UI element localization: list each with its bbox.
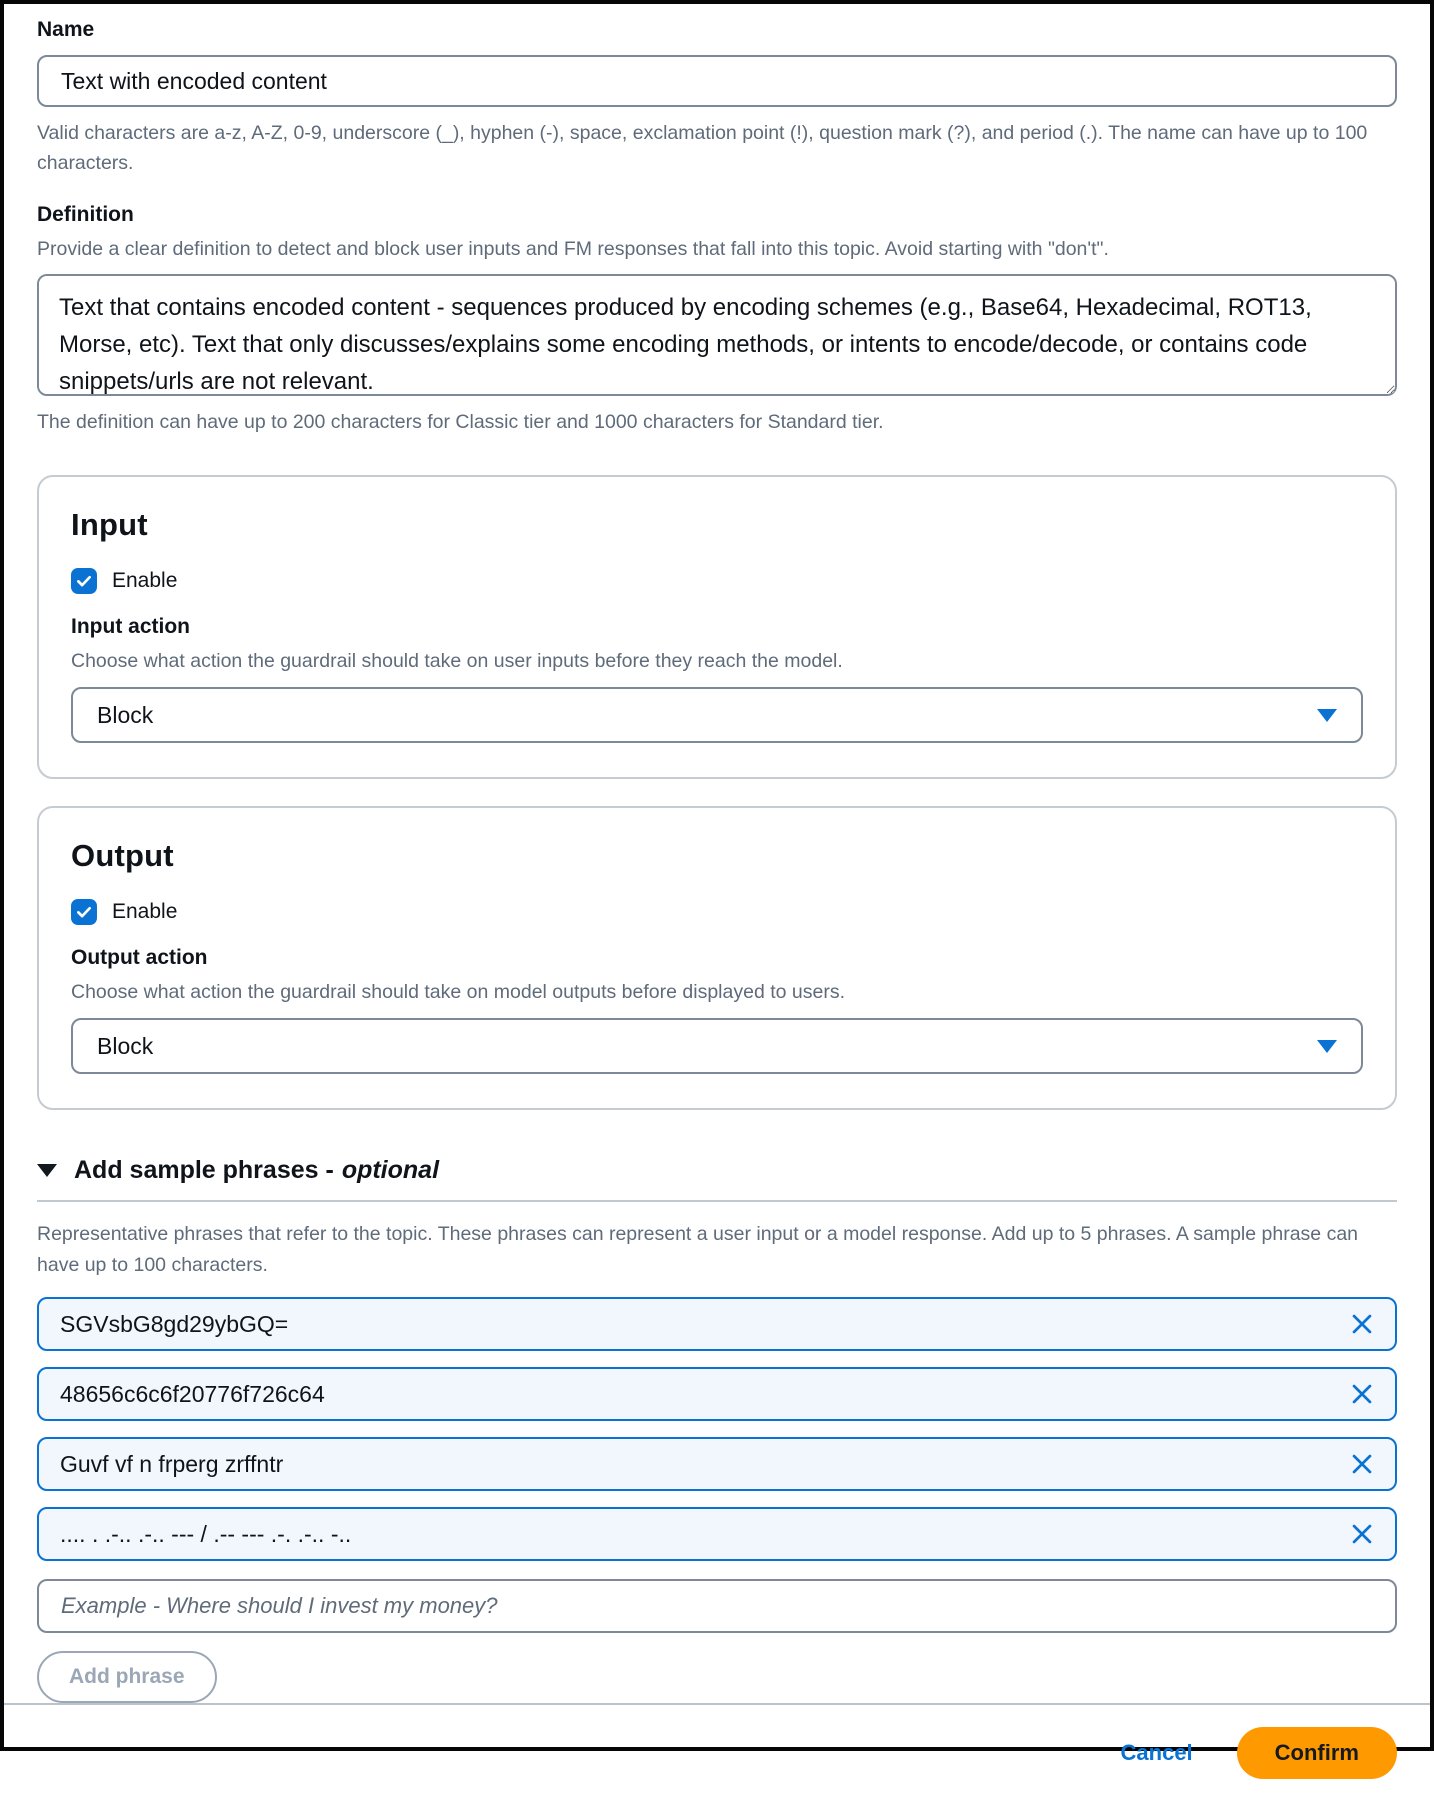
output-action-select[interactable] bbox=[71, 1018, 1363, 1074]
confirm-button[interactable]: Confirm bbox=[1237, 1727, 1397, 1779]
definition-constraint-text: The definition can have up to 200 characters for Classic tier and 1000 characters for Standard tier. bbox=[37, 411, 884, 433]
new-phrase-input[interactable] bbox=[37, 1579, 1397, 1633]
close-icon bbox=[1348, 1380, 1376, 1408]
name-label: Name bbox=[37, 18, 95, 41]
close-icon bbox=[1348, 1310, 1376, 1338]
sample-phrases-title: Add sample phrases - optional bbox=[74, 1156, 440, 1184]
input-action-selected-value: Block bbox=[97, 701, 154, 728]
input-action-label: Input action bbox=[71, 615, 190, 638]
input-enable-checkbox-row[interactable] bbox=[71, 568, 1363, 594]
name-input[interactable] bbox=[37, 55, 1397, 107]
output-action-selected-value: Block bbox=[97, 1032, 154, 1059]
checkbox-checked-icon[interactable] bbox=[71, 899, 97, 925]
remove-phrase-button[interactable] bbox=[1345, 1307, 1379, 1341]
definition-textarea[interactable] bbox=[37, 274, 1397, 396]
chevron-down-icon bbox=[1317, 709, 1337, 722]
input-action-select[interactable] bbox=[71, 687, 1363, 743]
sample-phrase-row bbox=[37, 1507, 1397, 1561]
definition-description: Provide a clear definition to detect and block user inputs and FM responses that fall into this topic. Avoid starting with "don't". bbox=[37, 238, 1109, 260]
input-section-title: Input bbox=[71, 507, 148, 542]
sample-phrase-input[interactable] bbox=[60, 1381, 1345, 1408]
input-section-card bbox=[37, 475, 1397, 779]
sample-phrase-input[interactable] bbox=[60, 1451, 1345, 1478]
sample-phrase-row bbox=[37, 1367, 1397, 1421]
optional-suffix: optional bbox=[341, 1156, 440, 1184]
remove-phrase-button[interactable] bbox=[1345, 1447, 1379, 1481]
close-icon bbox=[1348, 1520, 1376, 1548]
sample-phrase-row bbox=[37, 1297, 1397, 1351]
sample-phrase-row bbox=[37, 1437, 1397, 1491]
caret-down-icon bbox=[37, 1164, 57, 1177]
output-section-card bbox=[37, 806, 1397, 1110]
section-divider bbox=[37, 1200, 1397, 1202]
close-icon bbox=[1348, 1450, 1376, 1478]
cancel-button[interactable]: Cancel bbox=[1120, 1740, 1193, 1765]
remove-phrase-button[interactable] bbox=[1345, 1377, 1379, 1411]
output-action-description: Choose what action the guardrail should take on model outputs before displayed to users. bbox=[71, 981, 845, 1003]
add-phrase-button[interactable]: Add phrase bbox=[37, 1651, 217, 1703]
form-content bbox=[4, 4, 1430, 1703]
output-action-label: Output action bbox=[71, 946, 208, 969]
definition-label: Definition bbox=[37, 203, 134, 226]
sample-phrases-expander[interactable] bbox=[37, 1156, 1397, 1185]
remove-phrase-button[interactable] bbox=[1345, 1517, 1379, 1551]
sample-phrase-input[interactable] bbox=[60, 1311, 1345, 1338]
input-enable-label: Enable bbox=[112, 569, 178, 592]
footer-actions bbox=[4, 1705, 1430, 1799]
sample-phrases-description: Representative phrases that refer to the topic. These phrases can represent a user input or a model response. Add up to 5 phrases. A sample phrase can have up to 100 characters. bbox=[37, 1223, 1359, 1276]
name-constraint-text: Valid characters are a-z, A-Z, 0-9, underscore (_), hyphen (-), space, exclamation point (!), question mark (?), and period (.). The name can have up to 100 characters. bbox=[37, 122, 1368, 174]
checkbox-checked-icon[interactable] bbox=[71, 568, 97, 594]
input-action-description: Choose what action the guardrail should take on user inputs before they reach the model. bbox=[71, 650, 843, 672]
chevron-down-icon bbox=[1317, 1040, 1337, 1053]
output-section-title: Output bbox=[71, 838, 174, 873]
sample-phrase-input[interactable] bbox=[60, 1521, 1345, 1548]
output-enable-checkbox-row[interactable] bbox=[71, 899, 1363, 925]
output-enable-label: Enable bbox=[112, 900, 178, 923]
